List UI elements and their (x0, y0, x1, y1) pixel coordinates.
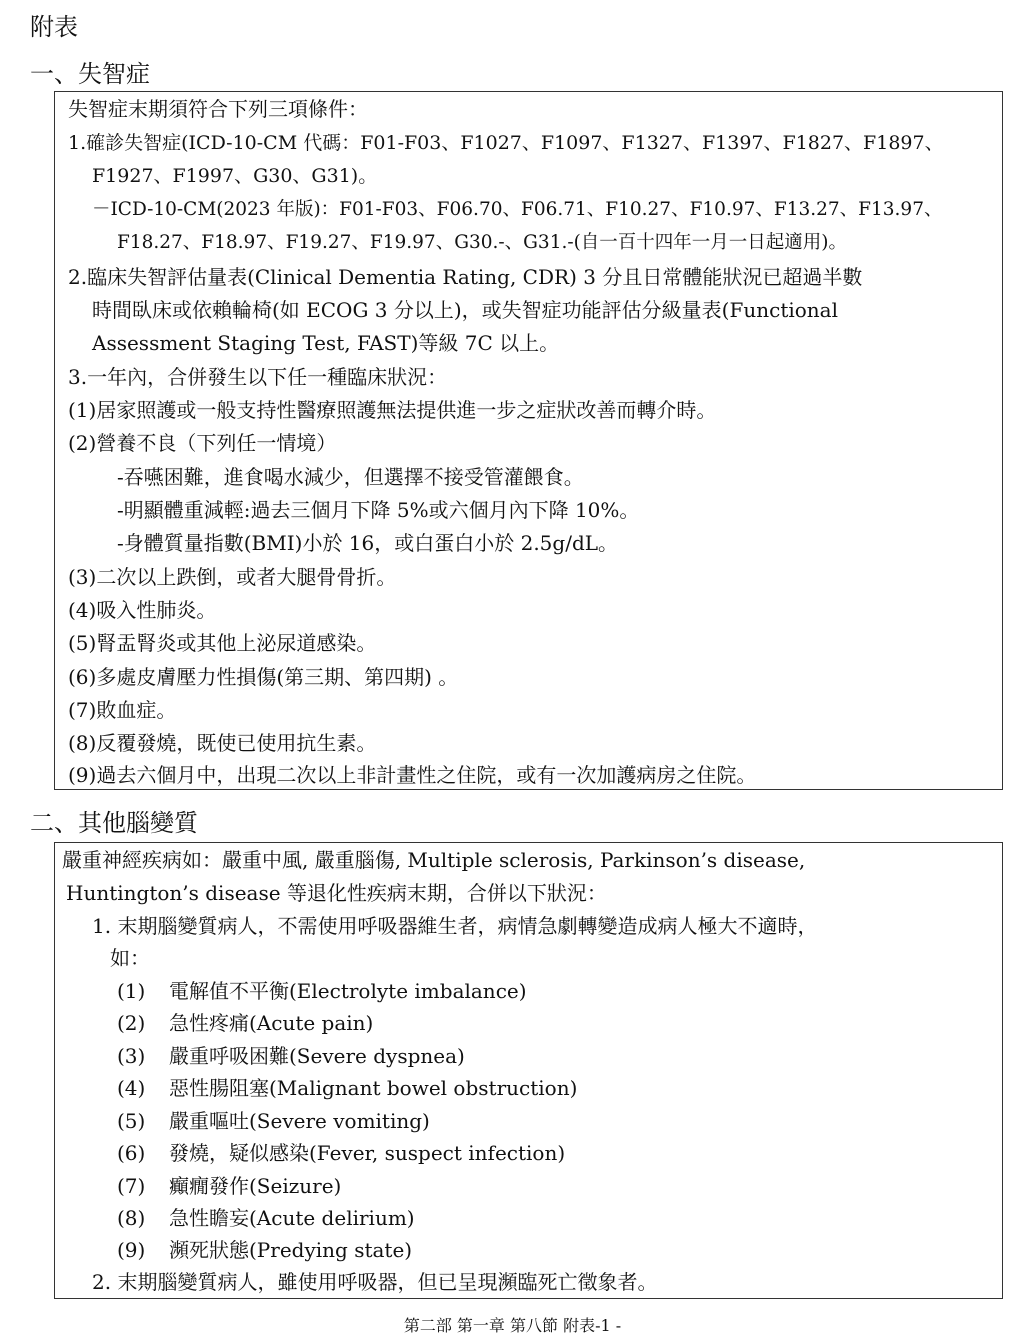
symptom-item (117, 1204, 817, 1232)
criteria-2-line-1: 2.臨床失智評估量表(Clinical Dementia Rating, CDR) 3 分且日常體能狀況已超過半數 (68, 265, 863, 289)
page-footer: 第二部 第一章 第八節 附表-1 - (403, 1316, 622, 1335)
symptom-item (117, 1236, 817, 1264)
symptom-item (117, 1009, 817, 1037)
symptom-text: 急性瞻妄(Acute delirium) (169, 1206, 415, 1230)
condition-8: (8)反覆發燒，既使已使用抗生素。 (68, 731, 377, 755)
symptom-number: (1) (117, 979, 146, 1003)
criteria-1-sub-line-1: －ICD-10-CM(2023 年版)：F01-F03、F06.70、F06.71、F10.27、F10.97、F13.27、F13.97、 (92, 199, 943, 220)
symptom-number: (5) (117, 1109, 146, 1133)
condition-7: (7)敗血症。 (68, 698, 177, 722)
condition-2: (2)營養不良（下列任一情境） (68, 431, 337, 455)
symptom-number: (3) (117, 1044, 146, 1068)
condition-2-sub-2: -明顯體重減輕:過去三個月下降 5%或六個月內下降 10%。 (117, 498, 640, 522)
criteria-3-heading: 3.一年內，合併發生以下任一種臨床狀況： (68, 365, 448, 389)
symptom-item (117, 1107, 817, 1135)
symptom-item (117, 1074, 817, 1102)
criteria-1-line-2: F1927、F1997、G30、G31)。 (92, 165, 378, 187)
criteria-2-line-2: 時間臥床或依賴輪椅(如 ECOG 3 分以上)，或失智症功能評估分級量表(Functional (92, 298, 838, 322)
symptom-text: 電解值不平衡(Electrolyte imbalance) (169, 979, 527, 1003)
symptom-text: 瀕死狀態(Predying state) (169, 1238, 413, 1262)
condition-2-sub-1: -吞嚥困難，進食喝水減少，但選擇不接受管灌餵食。 (117, 465, 584, 489)
criteria-1-line-1: 1.確診失智症(ICD-10-CM 代碼：F01-F03、F1027、F1097、F1327、F1397、F1827、F1897、 (68, 132, 944, 154)
symptom-text: 惡性腸阻塞(Malignant bowel obstruction) (169, 1076, 578, 1100)
symptom-item (117, 977, 817, 1005)
criteria-intro: 失智症末期須符合下列三項條件： (68, 97, 368, 121)
condition-1: (1)居家照護或一般支持性醫療照護無法提供進一步之症狀改善而轉介時。 (68, 398, 717, 422)
symptom-text: 癲癇發作(Seizure) (169, 1174, 342, 1198)
point-1-line-1: 1. 末期腦變質病人，不需使用呼吸器維生者，病情急劇轉變造成病人極大不適時， (92, 914, 818, 938)
symptom-number: (2) (117, 1011, 146, 1035)
symptom-text: 急性疼痛(Acute pain) (169, 1011, 374, 1035)
symptom-number: (6) (117, 1141, 146, 1165)
condition-6: (6)多處皮膚壓力性損傷(第三期、第四期) 。 (68, 665, 459, 689)
point-1-line-2: 如： (110, 946, 150, 970)
symptom-number: (9) (117, 1238, 146, 1262)
section-heading-dementia: 一、失智症 (30, 60, 150, 88)
condition-2-sub-3: -身體質量指數(BMI)小於 16，或白蛋白小於 2.5g/dL。 (117, 531, 619, 555)
symptom-item (117, 1172, 817, 1200)
symptom-item (117, 1139, 817, 1167)
symptom-item (117, 1042, 817, 1070)
dementia-criteria-box (54, 91, 1003, 790)
symptom-text: 發燒，疑似感染(Fever, suspect infection) (169, 1141, 566, 1165)
condition-5: (5)腎盂腎炎或其他上泌尿道感染。 (68, 631, 377, 655)
condition-9: (9)過去六個月中，出現二次以上非計畫性之住院，或有一次加護病房之住院。 (68, 763, 757, 787)
symptom-text: 嚴重呼吸困難(Severe dyspnea) (169, 1044, 465, 1068)
document-title: 附表 (30, 13, 78, 41)
condition-3: (3)二次以上跌倒，或者大腿骨骨折。 (68, 565, 397, 589)
section-heading-brain-degeneration: 二、其他腦變質 (30, 809, 198, 837)
intro-line-2: Huntington’s disease 等退化性疾病末期，合併以下狀況： (66, 881, 607, 905)
symptom-number: (4) (117, 1076, 146, 1100)
condition-4: (4)吸入性肺炎。 (68, 598, 217, 622)
symptom-number: (7) (117, 1174, 146, 1198)
intro-line-1: 嚴重神經疾病如：嚴重中風, 嚴重腦傷, Multiple sclerosis, Parkinson’s disease, (62, 848, 806, 872)
brain-degeneration-criteria-box (54, 842, 1003, 1299)
criteria-1-sub-line-2: F18.27、F18.97、F19.27、F19.97、G30.-、G31.-(自一百十四年一月一日起適用)。 (117, 232, 848, 253)
point-2: 2. 末期腦變質病人，雖使用呼吸器，但已呈現瀕臨死亡徵象者。 (92, 1270, 658, 1294)
symptom-text: 嚴重嘔吐(Severe vomiting) (169, 1109, 430, 1133)
symptom-number: (8) (117, 1206, 146, 1230)
criteria-2-line-3: Assessment Staging Test, FAST)等級 7C 以上。 (92, 331, 560, 355)
